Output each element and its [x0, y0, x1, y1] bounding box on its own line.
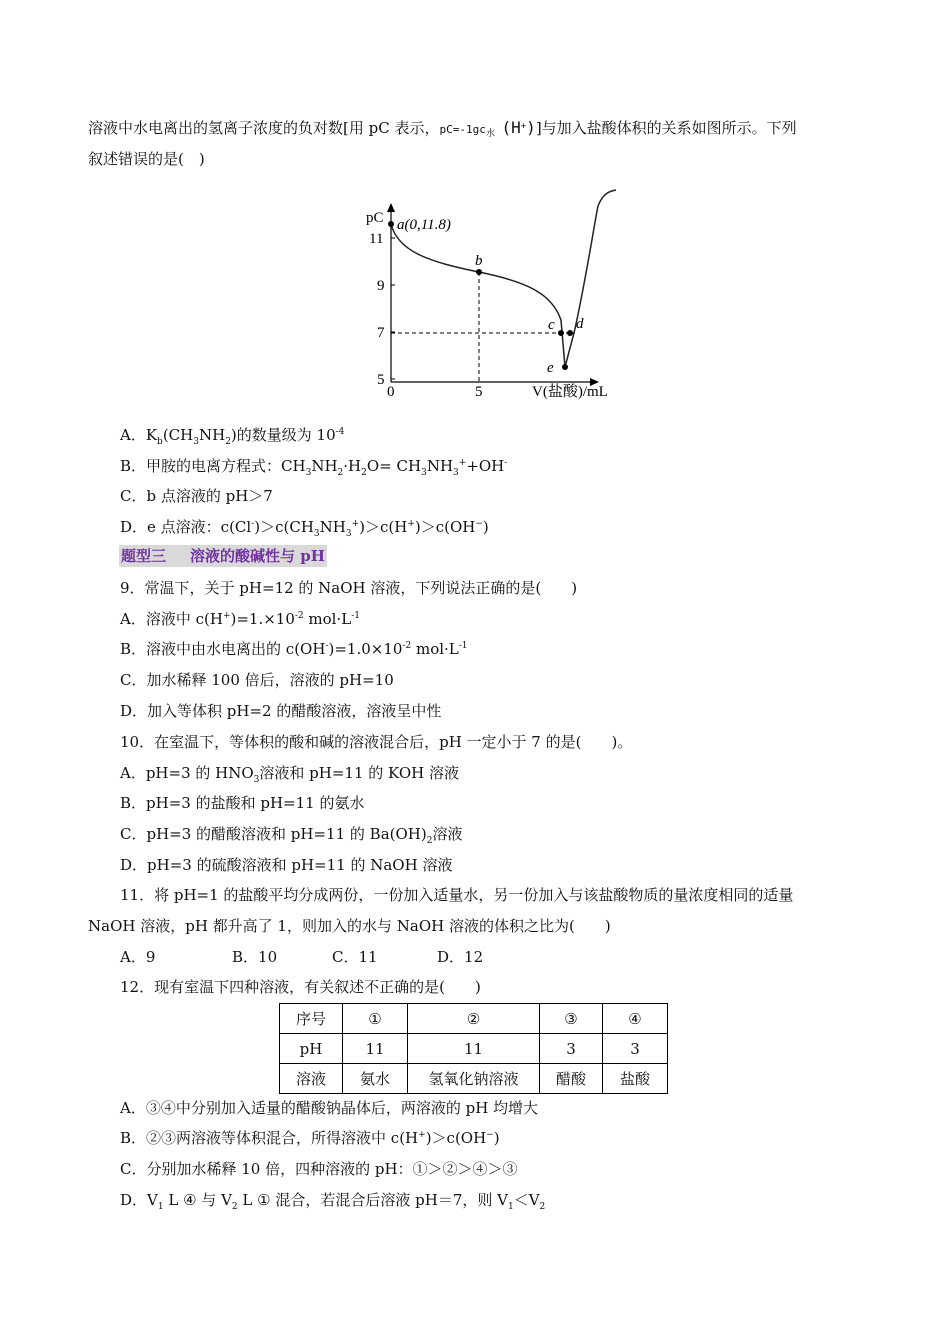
q10-option-a: A．pH=3 的 $HNO_3$溶液和 pH=11 的 KOH 溶液	[120, 764, 459, 785]
q10-option-b: B．pH=3 的盐酸和 pH=11 的氨水	[120, 794, 365, 812]
pc-volume-chart	[350, 186, 630, 402]
point-b	[476, 269, 482, 275]
q10-option-c: C．pH=3 的醋酸溶液和 pH=11 的 $Ba(OH)_2$溶液	[120, 825, 463, 846]
point-d-label: d	[576, 316, 584, 332]
table-cell: 氢氧化钠溶液	[408, 1064, 540, 1094]
q8-option-b: B．甲胺的电离方程式：$CH_3NH_2\cdot H_2O= CH_3NH_3^++OH^-$	[120, 457, 508, 478]
y-tick-label: 7	[377, 325, 385, 341]
q11-option-d: D．12	[437, 948, 484, 966]
section-heading	[119, 545, 327, 567]
q12-option-a: A．③④中分别加入适量的醋酸钠晶体后，两溶液的 pH 均增大	[120, 1099, 539, 1117]
pc-formula: $pC=-1gc_水$ (H+)	[439, 118, 536, 140]
q10-option-d: D．pH=3 的硫酸溶液和 pH=11 的 NaOH 溶液	[120, 856, 453, 874]
q8-stem-line1	[88, 118, 797, 140]
stem-text-2: ]与加入盐酸体积的关系如图所示。下列	[535, 119, 797, 137]
point-a	[388, 221, 394, 227]
table-cell: ③	[540, 1004, 603, 1034]
q12-option-c: C．分别加水稀释 10 倍，四种溶液的 pH：①＞②＞④＞③	[120, 1160, 518, 1178]
q9-option-b: B．溶液中由水电离出的 $c(OH^-)=1.0\times 10^{-2}$ $mol\cdot L^{-1}$	[120, 640, 468, 658]
y-tick-label: 9	[377, 278, 385, 294]
table-cell: 3	[540, 1034, 603, 1064]
section-label: 题型三	[121, 547, 167, 565]
q12-option-b: B．②③两溶液等体积混合，所得溶液中 c(H+)＞c(OH−)	[120, 1129, 500, 1147]
stem-text: 溶液中水电离出的氢离子浓度的负对数[用 pC 表示，	[88, 119, 440, 137]
x-tick-0: 0	[387, 384, 395, 400]
table-row	[280, 1034, 668, 1064]
point-b-label: b	[475, 253, 483, 269]
q11-stem-line2: NaOH 溶液，pH 都升高了 1，则加入的水与 NaOH 溶液的体积之比为( )	[88, 917, 611, 935]
table-cell: 醋酸	[540, 1064, 603, 1094]
table-cell: 盐酸	[603, 1064, 668, 1094]
point-c-label: c	[548, 317, 555, 333]
q9-option-d: D．加入等体积 pH=2 的醋酸溶液，溶液呈中性	[120, 702, 442, 720]
q10-stem: 10．在室温下，等体积的酸和碱的溶液混合后，pH 一定小于 7 的是( )。	[120, 733, 633, 751]
q11-option-a: A．9	[120, 948, 156, 966]
y-tick-label: 5	[377, 372, 385, 388]
q8-option-a: A．$K_b(CH_3NH_2)$的数量级为 $10^{-4}$	[120, 426, 345, 447]
table-cell: ①	[343, 1004, 408, 1034]
section-title: 溶液的酸碱性与 pH	[190, 547, 325, 565]
q9-option-a: A．溶液中 $c(H^+)=1.\times 10^{-2}$ $mol\cdot L^{-1}$	[120, 610, 360, 628]
q8-option-d: D．e 点溶液：$c(Cl^-)>c(CH_3NH_3^+)>c(H^+)>c(OH^-)$	[120, 518, 489, 539]
y-tick-label: 11	[369, 231, 384, 247]
q12-stem: 12．现有室温下四种溶液，有关叙述不正确的是( )	[120, 978, 481, 996]
point-c	[558, 330, 564, 336]
y-axis-arrow	[387, 203, 395, 212]
point-a-label: a(0,11.8)	[397, 217, 451, 233]
q9-stem: 9．常温下，关于 pH=12 的 NaOH 溶液，下列说法正确的是( )	[120, 579, 578, 597]
q11-option-b: B．10	[232, 948, 278, 966]
point-e-label: e	[547, 360, 554, 376]
table-cell: ②	[408, 1004, 540, 1034]
table-cell: 3	[603, 1034, 668, 1064]
table-cell: 溶液	[280, 1064, 343, 1094]
q9-option-c: C．加水稀释 100 倍后，溶液的 pH=10	[120, 671, 394, 689]
table-row	[280, 1004, 668, 1034]
q11-options	[120, 947, 483, 967]
point-d	[567, 330, 573, 336]
x-axis-label: V(盐酸)/mL	[532, 384, 608, 400]
q8-stem-line2: 叙述错误的是( )	[88, 150, 205, 168]
table-cell: 氨水	[343, 1064, 408, 1094]
x-tick-5: 5	[475, 384, 483, 400]
q8-option-c: C．b 点溶液的 pH＞7	[120, 487, 273, 505]
point-e	[562, 364, 568, 370]
table-cell: ④	[603, 1004, 668, 1034]
table-cell: 11	[408, 1034, 540, 1064]
q11-option-c: C．11	[332, 948, 378, 966]
table-cell: 11	[343, 1034, 408, 1064]
table-cell: 序号	[280, 1004, 343, 1034]
q12-table	[279, 1003, 668, 1094]
q12-option-d: D．$V_1$ L ④ 与 $V_2$ L ① 混合，若混合后溶液 pH＝7，则 $V_1<V_2$	[120, 1191, 546, 1212]
y-axis-label: pC	[366, 210, 384, 226]
q11-stem-line1: 11．将 pH=1 的盐酸平均分成两份，一份加入适量水，另一份加入与该盐酸物质的量浓度相同的适量	[120, 886, 794, 904]
table-cell: pH	[280, 1034, 343, 1064]
table-row	[280, 1064, 668, 1094]
